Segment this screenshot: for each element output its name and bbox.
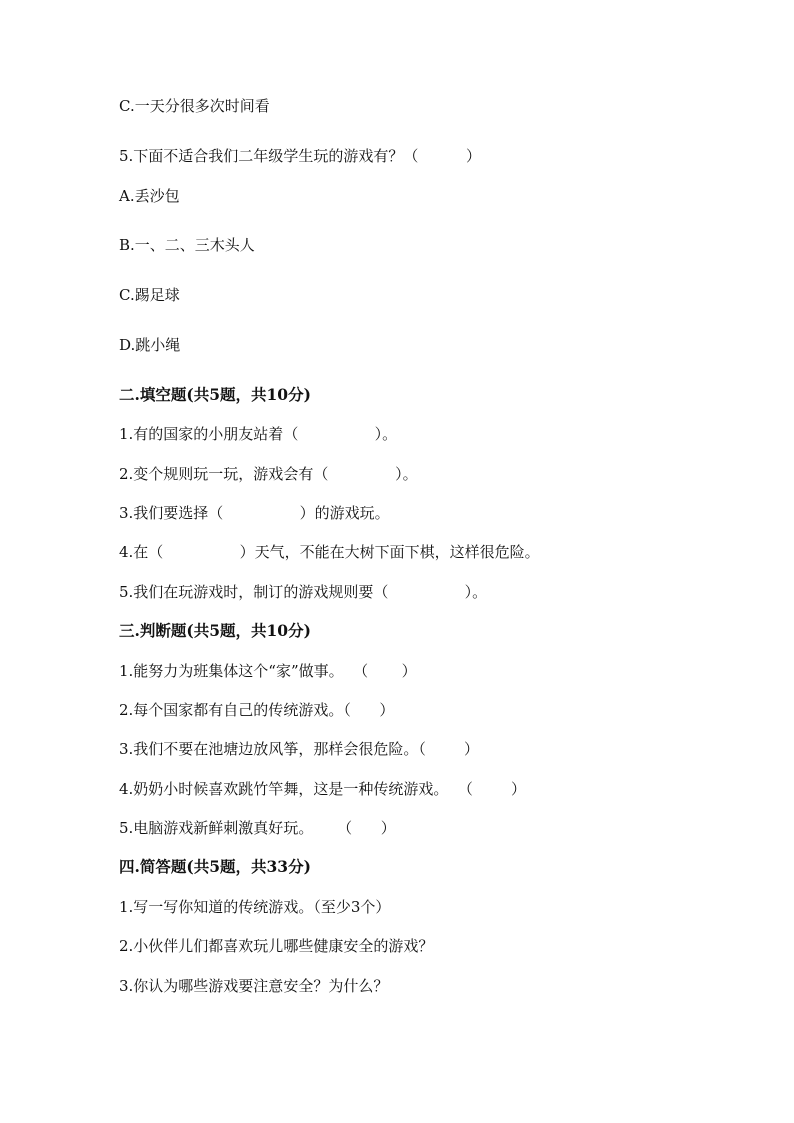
question-5-stem: 5.下面不适合我们二年级学生玩的游戏有？（ ） bbox=[119, 147, 481, 165]
question-5-option-d: D.跳小绳 bbox=[119, 336, 181, 354]
short-answer-section-title: 四.简答题(共5题，共33分) bbox=[119, 857, 311, 876]
short-answer-question-1: 1.写一写你知道的传统游戏。（至少3个） bbox=[119, 898, 391, 916]
judgment-question-2: 2.每个国家都有自己的传统游戏。（ ） bbox=[119, 701, 395, 719]
fill-in-question-4: 4.在（ ）天气，不能在大树下面下棋，这样很危险。 bbox=[119, 543, 540, 561]
short-answer-question-3: 3.你认为哪些游戏要注意安全？为什么？ bbox=[119, 977, 389, 995]
judgment-question-4: 4.奶奶小时候喜欢跳竹竿舞，这是一种传统游戏。 （ ） bbox=[119, 780, 526, 798]
judgment-question-1: 1.能努力为班集体这个“家”做事。 （ ） bbox=[119, 662, 417, 680]
prev-question-option-c: C.一天分很多次时间看 bbox=[119, 97, 270, 115]
question-5-option-b: B.一、二、三木头人 bbox=[119, 236, 255, 254]
judgment-section-title: 三.判断题(共5题，共10分) bbox=[119, 621, 311, 640]
judgment-question-3: 3.我们不要在池塘边放风筝，那样会很危险。（ ） bbox=[119, 740, 479, 758]
question-5-option-c: C.踢足球 bbox=[119, 286, 180, 304]
fill-in-question-2: 2.变个规则玩一玩，游戏会有（ ）。 bbox=[119, 465, 418, 483]
question-5-option-a: A.丢沙包 bbox=[119, 187, 180, 205]
short-answer-question-2: 2.小伙伴儿们都喜欢玩儿哪些健康安全的游戏？ bbox=[119, 937, 434, 955]
fill-in-section-title: 二.填空题(共5题，共10分) bbox=[119, 385, 311, 404]
fill-in-question-3: 3.我们要选择（ ）的游戏玩。 bbox=[119, 504, 390, 522]
fill-in-question-1: 1.有的国家的小朋友站着（ ）。 bbox=[119, 425, 398, 443]
judgment-question-5: 5.电脑游戏新鲜刺激真好玩。 （ ） bbox=[119, 819, 396, 837]
fill-in-question-5: 5.我们在玩游戏时，制订的游戏规则要（ ）。 bbox=[119, 583, 488, 601]
